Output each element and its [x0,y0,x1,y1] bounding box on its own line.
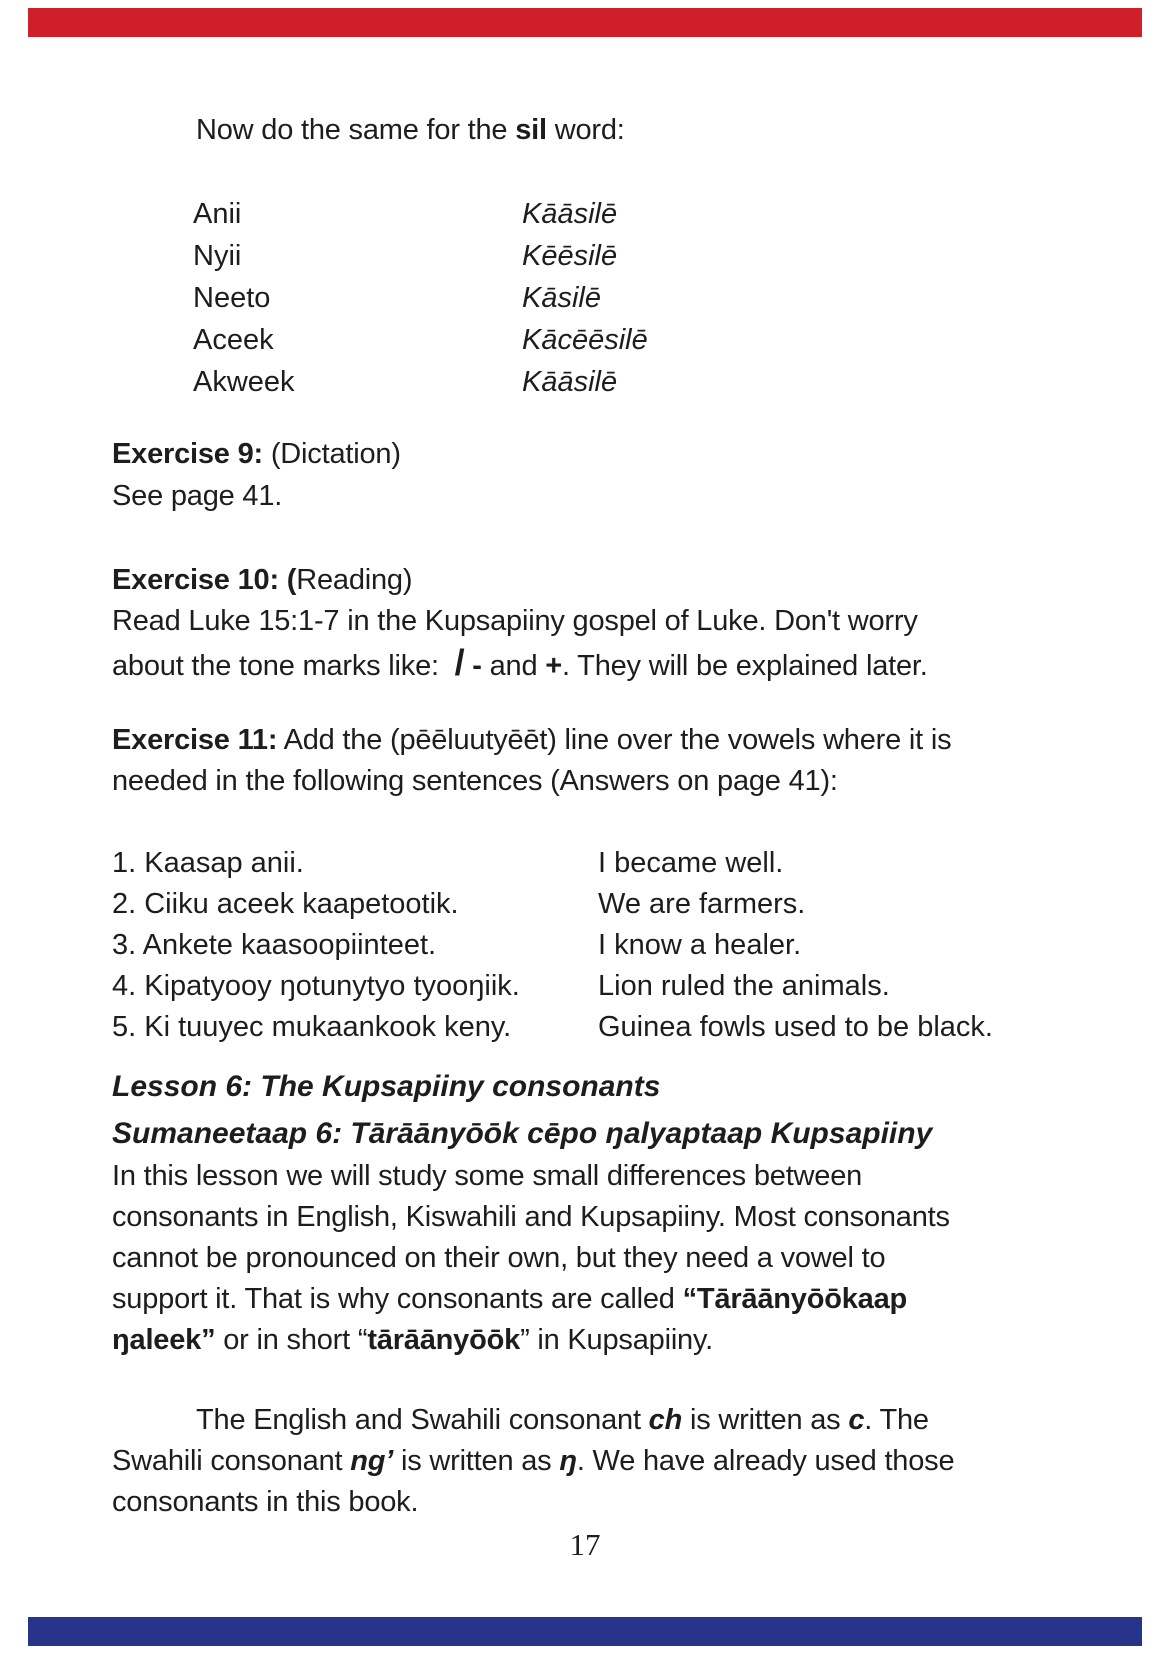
paragraph-line: consonants in this book. [112,1486,419,1518]
sentence-row [112,884,1112,925]
word-list-row [193,193,913,235]
paragraph-line: The English and Swahili consonant ch is written as c. The [196,1404,929,1436]
intro-line: Now do the same for the sil word: [196,114,625,146]
word-list-row [193,319,913,361]
gloss-cell: Kācēēsilē [522,324,648,356]
sentence-row [112,1007,1112,1048]
paragraph-line: In this lesson we will study some small differences between [112,1160,863,1192]
sentence-kupsapiiny: 5. Ki tuuyec mukaankook keny. [112,1011,512,1043]
paragraph-line: cannot be pronounced on their own, but they need a vowel to [112,1242,886,1274]
sentence-english: I became well. [598,847,784,879]
gloss-cell: Kāāsilē [522,198,618,230]
sentence-row [112,843,1112,884]
sentence-english: We are farmers. [598,888,806,920]
word-list-row [193,277,913,319]
sentence-kupsapiiny: 4. Kipatyooy ŋotunytyo tyooŋiik. [112,970,520,1002]
paragraph-line: support it. That is why consonants are called “Tārāānyōōkaap [112,1283,908,1315]
exercise-heading: Exercise 9: (Dictation) [112,438,401,470]
word-list-row [193,235,913,277]
word-list-row [193,361,913,403]
sentence-kupsapiiny: 3. Ankete kaasoopiinteet. [112,929,437,961]
sentence-kupsapiiny: 2. Ciiku aceek kaapetootik. [112,888,459,920]
exercise-heading: Exercise 11: Add the (pēēluutyēēt) line over the vowels where it is [112,724,952,756]
paragraph-line: ŋaleek” or in short “tārāānyōōk” in Kupsapiiny. [112,1324,713,1356]
sentence-row [112,966,1112,1007]
exercise-body-line: Read Luke 15:1-7 in the Kupsapiiny gospel of Luke. Don't worry [112,605,918,637]
paragraph-line: consonants in English, Kiswahili and Kupsapiiny. Most consonants [112,1201,950,1233]
paragraph-line: Swahili consonant ng’ is written as ŋ. We have already used those [112,1445,955,1477]
word-cell: Aceek [193,324,274,356]
sentence-english: I know a healer. [598,929,802,961]
exercise-body-line: See page 41. [112,480,283,512]
word-cell: Anii [193,198,242,230]
lesson-title: Lesson 6: The Kupsapiiny consonants [112,1070,661,1103]
exercise-body-line: needed in the following sentences (Answers on page 41): [112,765,838,797]
gloss-cell: Kāsilē [522,282,601,314]
gloss-cell: Kāāsilē [522,366,618,398]
top-color-bar [28,8,1142,37]
sentence-english: Lion ruled the animals. [598,970,890,1002]
exercise-body-line: about the tone marks like: / - and +. They will be explained later. [112,642,928,683]
gloss-cell: Kēēsilē [522,240,618,272]
word-cell: Nyii [193,240,242,272]
lesson-subtitle: Sumaneetaap 6: Tārāānyōōk cēpo ŋalyaptaap Kupsapiiny [112,1117,933,1150]
sentence-row [112,925,1112,966]
word-cell: Neeto [193,282,271,314]
sentence-kupsapiiny: 1. Kaasap anii. [112,847,304,879]
exercise-heading: Exercise 10: (Reading) [112,564,413,596]
bottom-color-bar [28,1617,1142,1646]
page-number: 17 [569,1527,601,1562]
word-cell: Akweek [193,366,295,398]
sentence-english: Guinea fowls used to be black. [598,1011,993,1043]
